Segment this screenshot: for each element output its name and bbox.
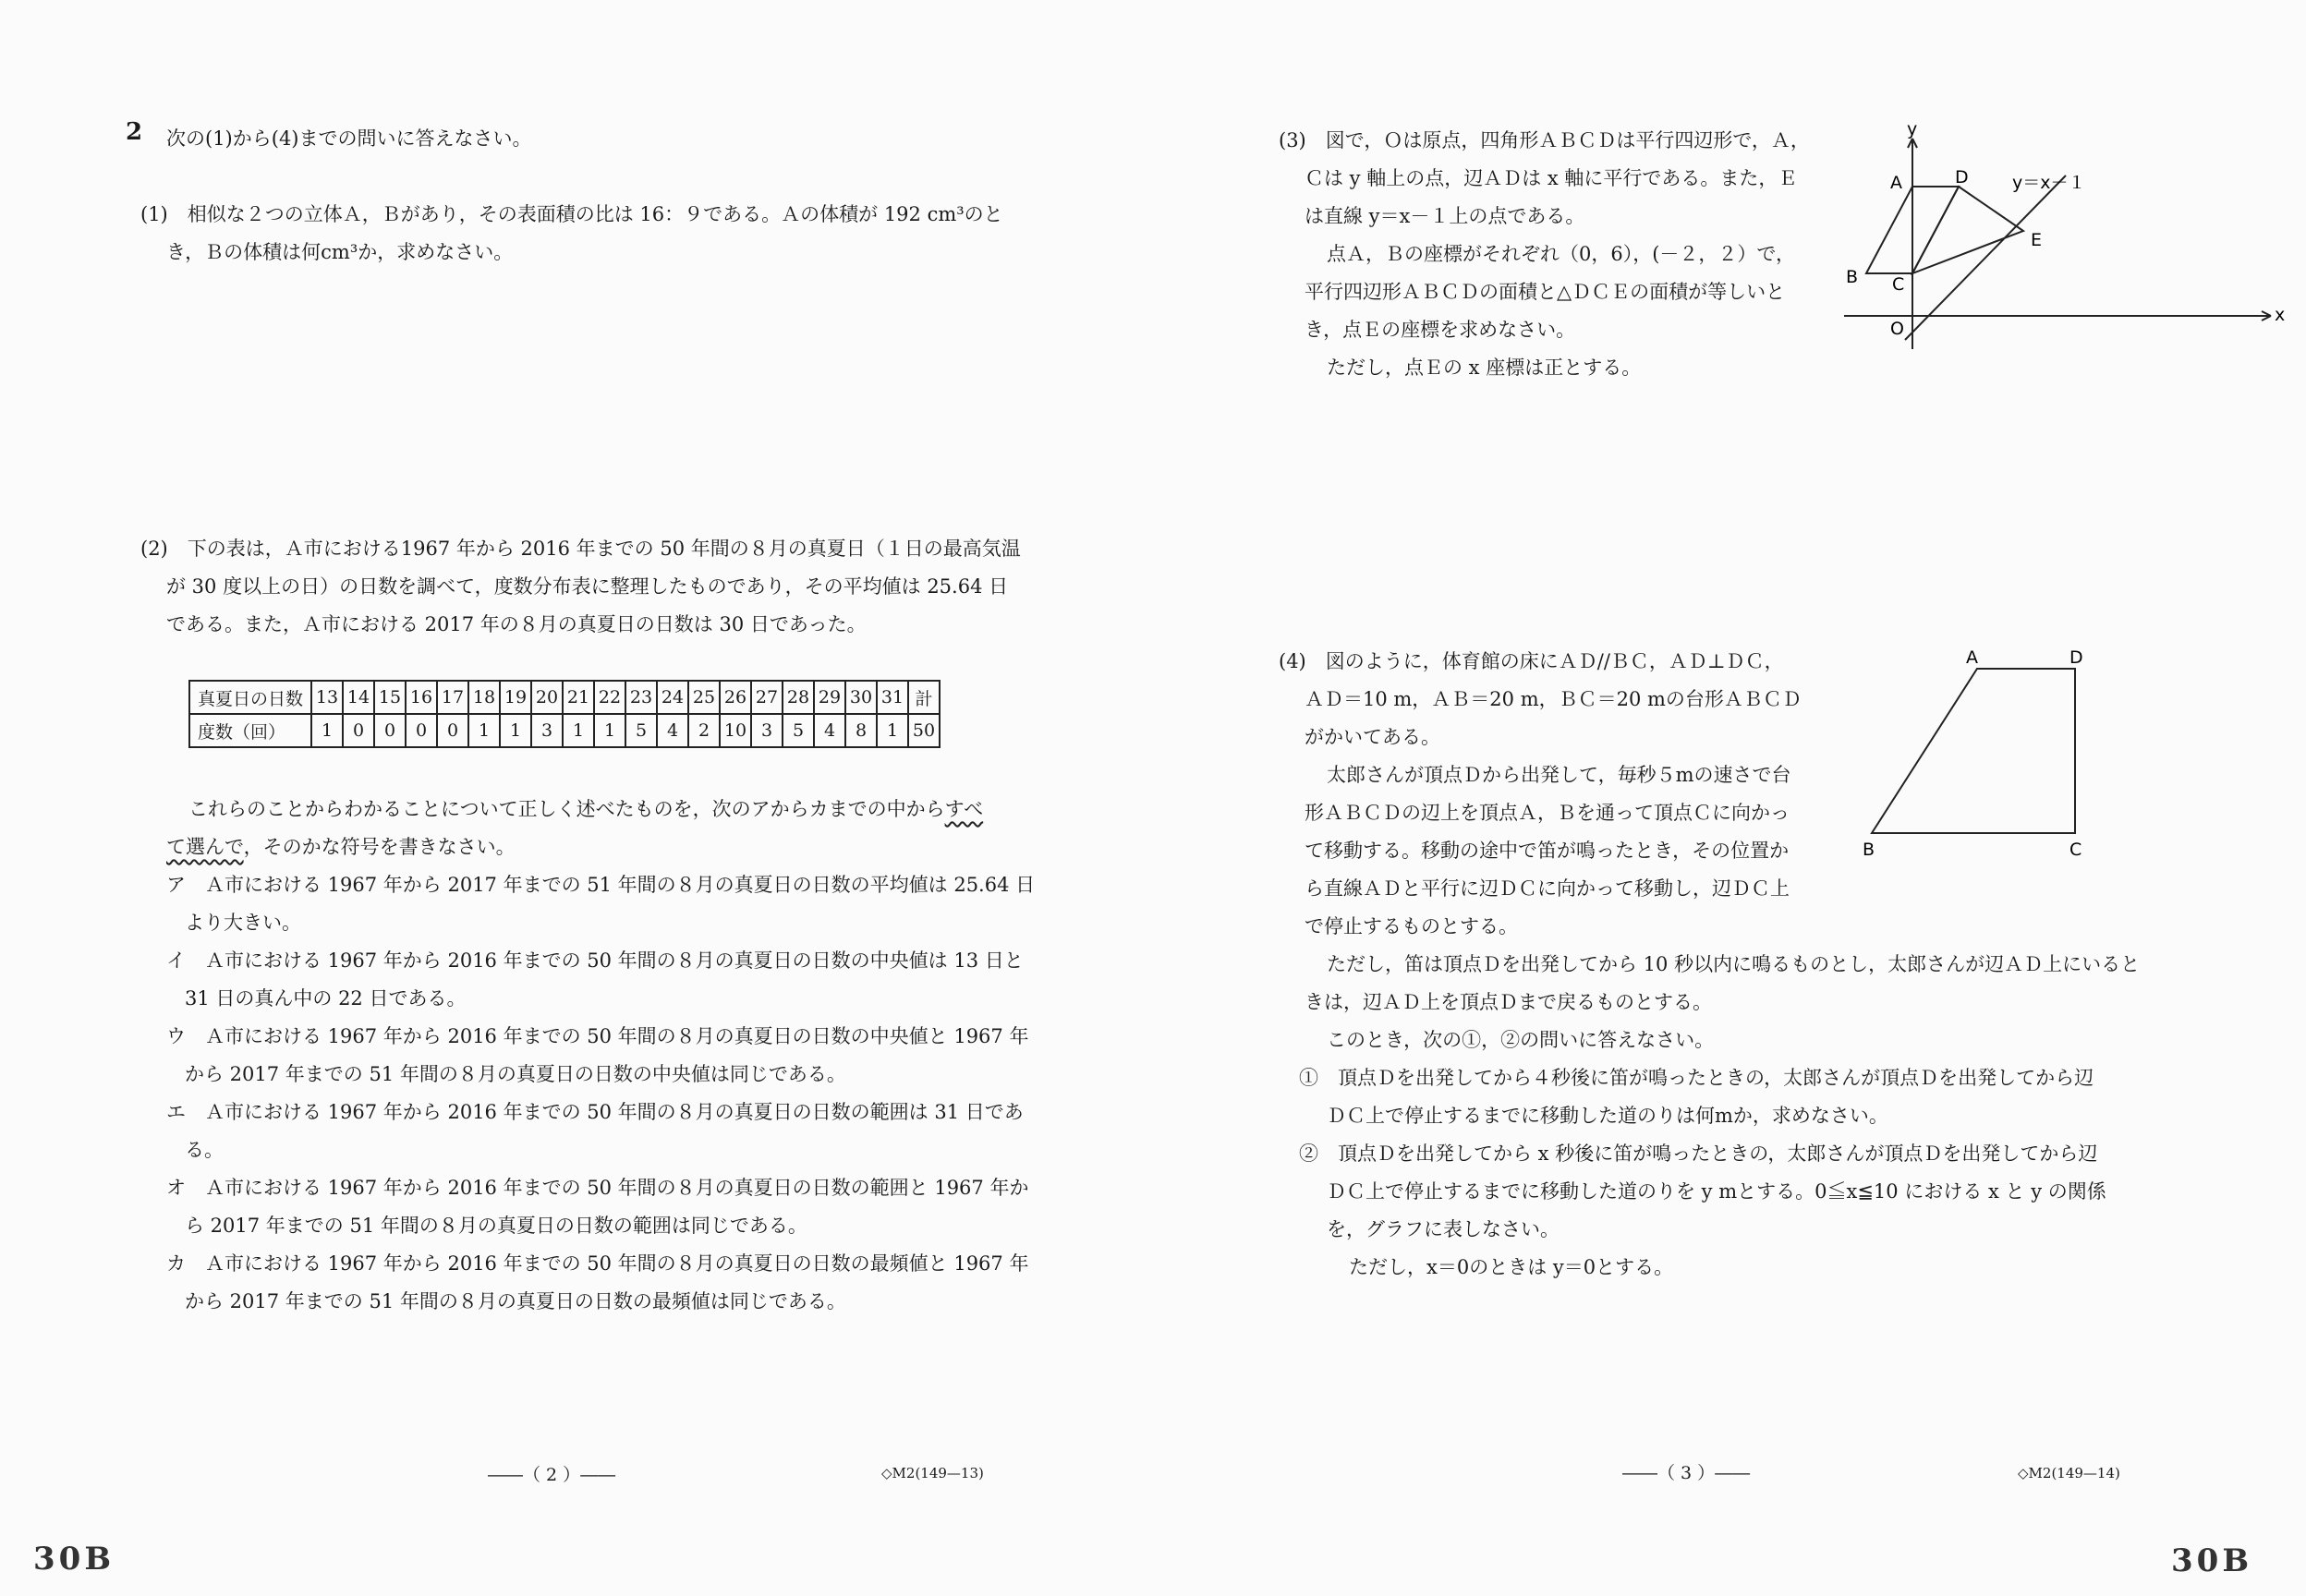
table-cell: 31: [877, 681, 908, 714]
instruction-text: これらのことからわかることについて正しく述べたものを，次のアからカまでの中から: [188, 798, 945, 820]
question-number: 2: [126, 118, 143, 146]
label-x: x: [2275, 305, 2286, 325]
triangle-dce: [1912, 187, 2023, 273]
q4-sub2-c: を，グラフに表しなさい。: [1327, 1218, 1560, 1240]
q2-line2: が 30 度以上の日）の日数を調べて，度数分布表に整理したものであり，その平均値は 25.64 日: [166, 575, 1009, 598]
table-cell: 1: [311, 714, 343, 747]
question-intro: 次の(1)から(4)までの問いに答えなさい。: [166, 127, 532, 150]
q4-sub1-a: ① 頂点Ｄを出発してから４秒後に笛が鳴ったときの，太郎さんが頂点Ｄを出発してから辺: [1299, 1067, 2094, 1089]
label-d: D: [2069, 647, 2083, 668]
option-line2: ら 2017 年までの 51 年間の８月の真夏日の日数の範囲は同じである。: [185, 1215, 807, 1237]
table-cell: 0: [374, 714, 406, 747]
option-line1: Ａ市における 1967 年から 2017 年までの 51 年間の８月の真夏日の日数の平均値は 25.64 日: [205, 874, 1036, 896]
label-a: A: [1890, 173, 1902, 193]
table-cell: 2: [688, 714, 720, 747]
option-line2: る。: [185, 1139, 224, 1161]
q3-line4: 点Ａ，Ｂの座標がそれぞれ（0，6），(－２，２）で，: [1327, 243, 1795, 265]
table-cell: 21: [563, 681, 594, 714]
page-number: ――（ 3 ）――: [1622, 1463, 1751, 1483]
table-cell: 1: [594, 714, 625, 747]
page-code: ◇M2(149—13): [881, 1465, 984, 1481]
table-cell: 0: [437, 714, 468, 747]
q3-line7: ただし，点Ｅの x 座標は正とする。: [1327, 357, 1642, 379]
label-c: C: [1892, 274, 1905, 295]
option-mark: ア: [166, 874, 186, 896]
q3-line6: き，点Ｅの座標を求めなさい。: [1305, 319, 1576, 341]
q4-line5: 形ＡＢＣＤの辺上を頂点Ａ，Ｂを通って頂点Ｃに向かっ: [1305, 802, 1790, 824]
table-cell: 30: [845, 681, 877, 714]
table-cell: 50: [908, 714, 940, 747]
option-line2: 31 日の真ん中の 22 日である。: [185, 987, 467, 1010]
table-cell: 4: [814, 714, 845, 747]
q1-line1: (1) 相似な２つの立体Ａ，Ｂがあり，その表面積の比は 16：９である。Ａの体積が 192 cm³のと: [140, 203, 1003, 225]
label-e: E: [2031, 230, 2043, 250]
table-cell: 0: [343, 714, 374, 747]
q4-sub2-b: ＤＣ上で停止するまでに移動した道のりを y mとする。0≦x≦10 における x と y の関係: [1327, 1180, 2106, 1203]
trapezoid-figure: [1844, 643, 2121, 864]
q3-line2: Ｃは y 軸上の点，辺ＡＤは x 軸に平行である。また，Ｅ: [1305, 167, 1798, 189]
sheet-stamp: 30B: [33, 1541, 115, 1578]
q4-line8: で停止するものとする。: [1305, 915, 1518, 937]
q4-sub2-a: ② 頂点Ｄを出発してから x 秒後に笛が鳴ったときの，太郎さんが頂点Ｄを出発してから辺: [1299, 1143, 2098, 1165]
table-cell: 17: [437, 681, 468, 714]
q3-line5: 平行四辺形ＡＢＣＤの面積と△ＤＣＥの面積が等しいと: [1305, 281, 1786, 303]
right-page: [1123, 0, 2286, 1596]
q4-sub1-b: ＤＣ上で停止するまでに移動した道のりは何mか，求めなさい。: [1327, 1105, 1888, 1127]
q4-line7: ら直線ＡＤと平行に辺ＤＣに向かって移動し，辺ＤＣ上: [1305, 877, 1790, 900]
table-header-days: 真夏日の日数: [189, 681, 311, 714]
table-cell: 1: [877, 714, 908, 747]
q4-sub2-d: ただし，x＝0のときは y＝0とする。: [1349, 1256, 1674, 1278]
option-mark: ウ: [166, 1025, 186, 1047]
sheet-stamp: 30B: [2171, 1542, 2253, 1579]
option-line1: Ａ市における 1967 年から 2016 年までの 50 年間の８月の真夏日の日数の中央値は 13 日と: [205, 949, 1024, 972]
option-line2: から 2017 年までの 51 年間の８月の真夏日の日数の中央値は同じである。: [185, 1063, 846, 1085]
label-d: D: [1955, 167, 1969, 187]
page-number: ――（ 2 ）――: [488, 1465, 616, 1485]
label-a: A: [1966, 647, 1978, 668]
table-cell: 19: [500, 681, 531, 714]
coordinate-figure: [1826, 120, 2306, 360]
table-cell: 8: [845, 714, 877, 747]
left-page: [0, 0, 1123, 1596]
label-c: C: [2069, 840, 2082, 860]
label-y: y: [1907, 119, 1918, 139]
q2-instruction: [188, 791, 983, 828]
q4-line11: このとき，次の①，②の問いに答えなさい。: [1327, 1029, 1715, 1051]
table-cell: 25: [688, 681, 720, 714]
table-cell: 3: [531, 714, 563, 747]
q4-line2: ＡＤ＝10 m，ＡＢ＝20 m，ＢＣ＝20 mの台形ＡＢＣＤ: [1305, 688, 1802, 710]
option-line1: Ａ市における 1967 年から 2016 年までの 50 年間の８月の真夏日の日数の範囲と 1967 年か: [205, 1177, 1029, 1199]
label-b: B: [1846, 267, 1859, 287]
table-cell: 23: [625, 681, 657, 714]
q3-line3: は直線 y＝x－１上の点である。: [1305, 205, 1585, 227]
q2-instruction-cont: [166, 828, 516, 866]
page-code: ◇M2(149—14): [2018, 1465, 2120, 1481]
table-cell: 1: [500, 714, 531, 747]
option-line1: Ａ市における 1967 年から 2016 年までの 50 年間の８月の真夏日の日数の最頻値と 1967 年: [205, 1252, 1029, 1275]
q4-line6: て移動する。移動の途中で笛が鳴ったとき，その位置か: [1305, 840, 1790, 862]
option-mark: イ: [166, 949, 186, 972]
table-header-count: 度数（回）: [189, 714, 311, 747]
option-line2: から 2017 年までの 51 年間の８月の真夏日の日数の最頻値は同じである。: [185, 1290, 846, 1312]
table-cell: 13: [311, 681, 343, 714]
table-cell: 16: [406, 681, 437, 714]
table-cell: 5: [783, 714, 814, 747]
q4-line3: がかいてある。: [1305, 726, 1440, 748]
table-cell: 3: [751, 714, 783, 747]
label-o: O: [1890, 319, 1904, 339]
instruction-emphasis: て選んで: [166, 836, 244, 858]
q1-line2: き，Ｂの体積は何cm³か，求めなさい。: [166, 241, 514, 263]
table-cell: 14: [343, 681, 374, 714]
table-cell: 29: [814, 681, 845, 714]
table-cell: 22: [594, 681, 625, 714]
q4-line9: ただし，笛は頂点Ｄを出発してから 10 秒以内に鳴るものとし，太郎さんが辺ＡＤ上にいると: [1327, 953, 2141, 975]
table-cell: 4: [657, 714, 688, 747]
option-mark: エ: [166, 1101, 186, 1123]
table-cell: 10: [720, 714, 751, 747]
table-cell: 5: [625, 714, 657, 747]
q4-line4: 太郎さんが頂点Ｄから出発して，毎秒５mの速さで台: [1327, 764, 1791, 786]
option-line1: Ａ市における 1967 年から 2016 年までの 50 年間の８月の真夏日の日数の中央値と 1967 年: [205, 1025, 1029, 1047]
frequency-table: [188, 680, 941, 748]
table-cell: 27: [751, 681, 783, 714]
option-line1: Ａ市における 1967 年から 2016 年までの 50 年間の８月の真夏日の日数の範囲は 31 日であ: [205, 1101, 1024, 1123]
instruction-emphasis: すべ: [944, 798, 984, 820]
table-cell: 26: [720, 681, 751, 714]
table-cell: 0: [406, 714, 437, 747]
q2-line3: である。また，Ａ市における 2017 年の８月の真夏日の日数は 30 日であった。: [166, 613, 867, 635]
table-cell: 15: [374, 681, 406, 714]
option-line2: より大きい。: [185, 912, 301, 934]
q3-line1: (3) 図で，Ｏは原点，四角形ＡＢＣＤは平行四辺形で，Ａ，: [1279, 129, 1810, 151]
option-mark: カ: [166, 1252, 186, 1275]
table-cell: 24: [657, 681, 688, 714]
table-row: [189, 681, 940, 714]
table-cell: 20: [531, 681, 563, 714]
table-cell: 計: [908, 681, 940, 714]
label-line: y＝x－１: [2012, 173, 2086, 193]
table-row: [189, 714, 940, 747]
table-cell: 28: [783, 681, 814, 714]
table-cell: 18: [468, 681, 500, 714]
instruction-text: ，そのかな符号を書きなさい。: [243, 836, 516, 858]
option-mark: オ: [166, 1177, 186, 1199]
table-cell: 1: [563, 714, 594, 747]
q4-line10: きは，辺ＡＤ上を頂点Ｄまで戻るものとする。: [1305, 991, 1712, 1013]
q2-line1: (2) 下の表は，Ａ市における1967 年から 2016 年までの 50 年間の８月の真夏日（１日の最高気温: [140, 538, 1021, 560]
label-b: B: [1863, 840, 1875, 860]
trapezoid-abcd: [1872, 669, 2075, 833]
table-cell: 1: [468, 714, 500, 747]
q4-line1: (4) 図のように，体育館の床にＡＤ//ＢＣ，ＡＤ⊥ＤＣ，: [1279, 650, 1784, 672]
